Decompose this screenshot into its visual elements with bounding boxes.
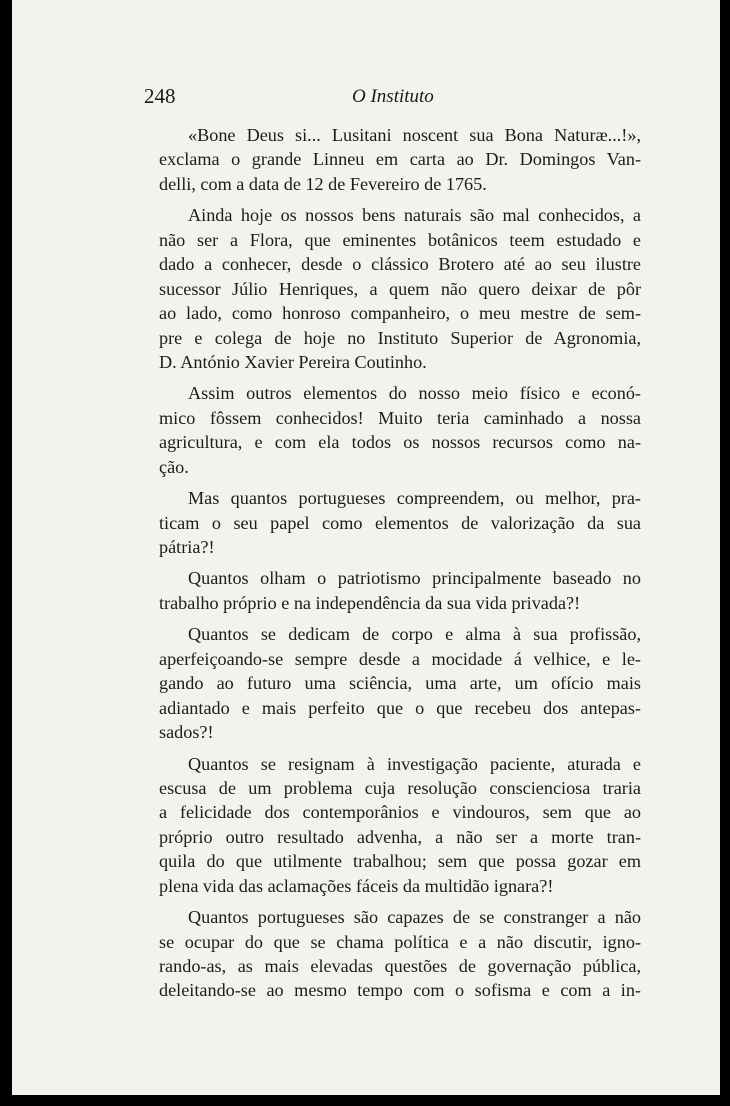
text-line: sucessor Júlio Henriques, a quem não quero deixar de pôr	[159, 278, 641, 299]
text-line: delli, com a data de 12 de Fevereiro de 1765.	[159, 173, 487, 194]
text-line: dado a conhecer, desde o clássico Brotero até ao seu ilustre	[159, 254, 641, 275]
text-line: plena vida das aclamações fáceis da multidão ignara?!	[159, 875, 554, 896]
page-number: 248	[144, 84, 176, 108]
text-line: quila do que utilmente trabalhou; sem que possa gozar em	[159, 851, 641, 872]
text-line: aperfeiçoando-se sempre desde a mocidade á velhice, e le-	[159, 648, 641, 669]
text-line: escusa de um problema cuja resolução conscienciosa traria	[159, 777, 641, 798]
paragraph-portugueses	[159, 486, 641, 559]
text-line: agricultura, e com ela todos os nossos recursos como na-	[159, 432, 641, 453]
text-line: se ocupar do que se chama política e a não discutir, igno-	[159, 931, 641, 952]
book-page	[12, 0, 720, 1095]
paragraph-meio-fisico	[159, 381, 641, 479]
text-line: ção.	[159, 456, 189, 477]
paragraph-investigacao	[159, 752, 641, 899]
body-text	[159, 123, 641, 1010]
text-line: Quantos se dedicam de corpo e alma à sua profissão,	[188, 624, 641, 645]
text-line: adiantado e mais perfeito que o que recebeu dos antepas-	[159, 697, 641, 718]
text-line: gando ao futuro uma sciência, uma arte, um ofício mais	[159, 673, 641, 694]
text-line: sados?!	[159, 722, 214, 743]
paragraph-bens-naturais	[159, 203, 641, 374]
text-line: Quantos portugueses são capazes de se constranger a não	[188, 907, 641, 928]
paragraph-linneu-quote	[159, 123, 641, 196]
text-line: Mas quantos portugueses compreendem, ou melhor, pra-	[188, 488, 641, 509]
paragraph-politica	[159, 905, 641, 1003]
text-line: deleitando-se ao mesmo tempo com o sofisma e com a in-	[159, 980, 641, 1001]
text-line: Quantos se resignam à investigação paciente, aturada e	[188, 753, 641, 774]
text-line: D. António Xavier Pereira Coutinho.	[159, 351, 427, 372]
text-line: pátria?!	[159, 537, 215, 557]
running-title: O Instituto	[352, 86, 434, 107]
text-line: Ainda hoje os nossos bens naturais são mal conhecidos, a	[188, 205, 641, 226]
text-line: ao lado, como honroso companheiro, o meu mestre de sem-	[159, 303, 641, 324]
text-line: a felicidade dos contemporânios e vindouros, sem que ao	[159, 802, 641, 823]
paragraph-patriotismo	[159, 566, 641, 615]
text-line: não ser a Flora, que eminentes botânicos teem estudado e	[159, 229, 641, 250]
text-line: pre e colega de hoje no Instituto Superior de Agronomia,	[159, 327, 641, 348]
text-line: «Bone Deus si... Lusitani noscent sua Bona Naturæ...!»,	[188, 125, 641, 145]
text-line: rando-as, as mais elevadas questões de governação pública,	[159, 956, 641, 976]
paragraph-profissao	[159, 622, 641, 744]
page-header	[12, 84, 720, 114]
text-line: mico fôssem conhecidos! Muito teria caminhado a nossa	[159, 407, 641, 428]
text-line: ticam o seu papel como elementos de valorização da sua	[159, 512, 641, 533]
text-line: Assim outros elementos do nosso meio físico e econó-	[188, 383, 641, 404]
text-line: trabalho próprio e na independência da sua vida privada?!	[159, 592, 581, 613]
text-line: exclama o grande Linneu em carta ao Dr. Domingos Van-	[159, 149, 641, 170]
text-line: Quantos olham o patriotismo principalmente baseado no	[188, 568, 641, 589]
text-line: próprio outro resultado advenha, a não ser a morte tran-	[159, 826, 641, 847]
